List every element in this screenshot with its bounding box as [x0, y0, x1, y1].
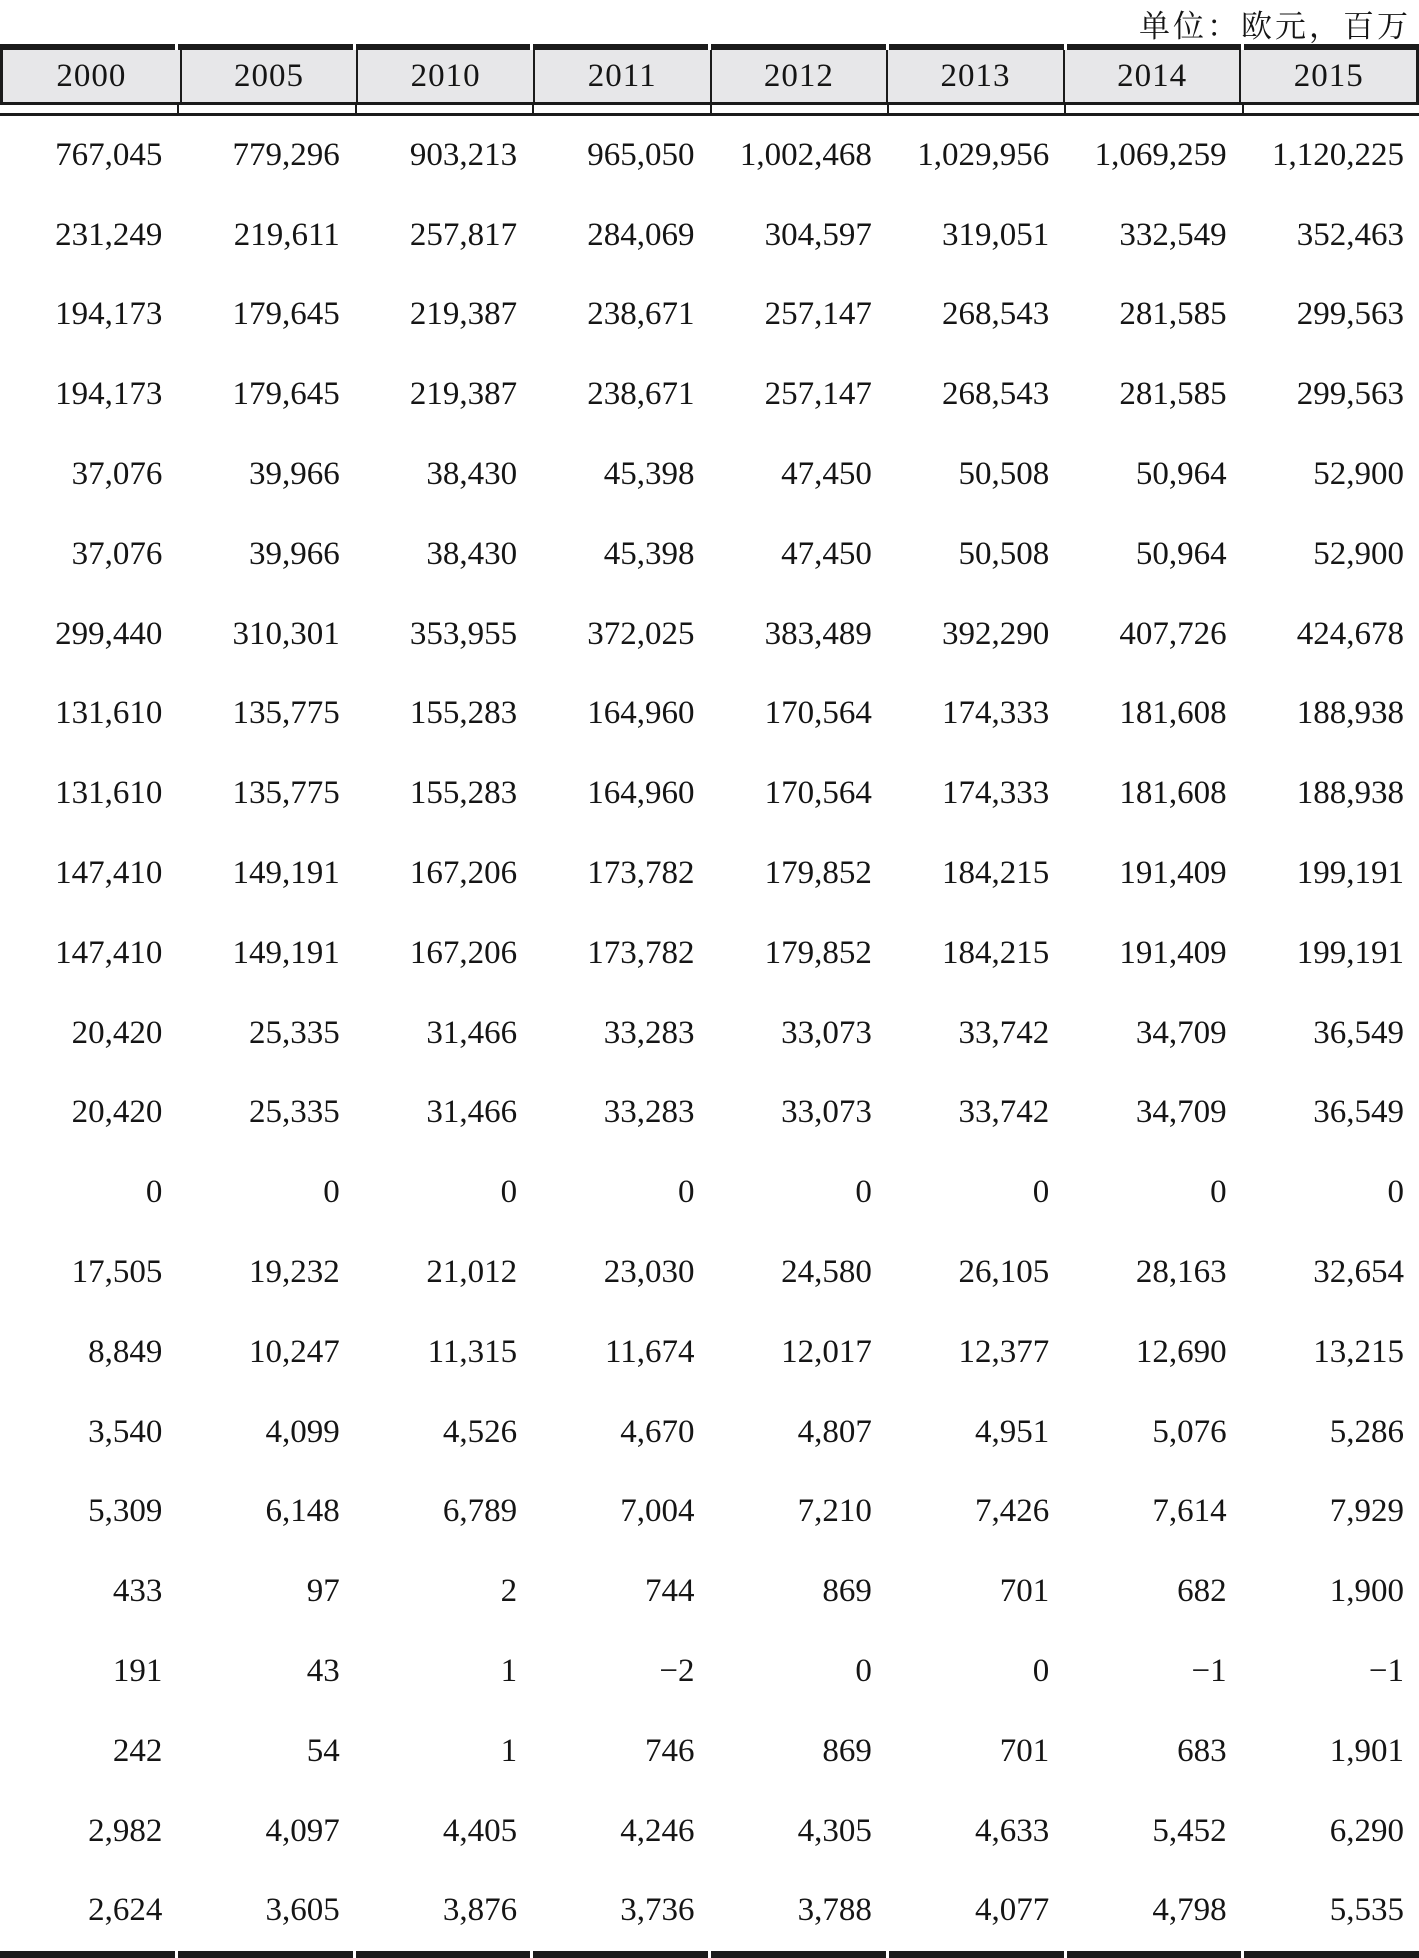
table-cell: 5,286 — [1329, 1413, 1404, 1450]
table-cell: 746 — [645, 1732, 695, 1769]
table-cell: 0 — [1032, 1653, 1050, 1690]
column-header-2000: 2000 — [56, 57, 127, 94]
table-cell: 33,283 — [603, 1094, 695, 1131]
table-cell: 1,900 — [1329, 1573, 1404, 1610]
table-cell: 181,608 — [1119, 695, 1227, 732]
table-header-row — [0, 50, 1419, 105]
table-cell: 424,678 — [1296, 615, 1404, 652]
column-divider-tick — [887, 105, 1064, 113]
table-cell: 1,029,956 — [917, 136, 1050, 173]
table-cell: 372,025 — [587, 615, 695, 652]
table-cell: 299,563 — [1296, 376, 1404, 413]
table-cell: 50,964 — [1135, 535, 1227, 572]
table-cell: 20,420 — [71, 1094, 163, 1131]
table-cell: 147,410 — [55, 855, 163, 892]
table-cell: 36,549 — [1313, 1014, 1404, 1051]
table-cell: 11,315 — [427, 1333, 518, 1370]
table-cell: 164,960 — [587, 775, 695, 812]
table-cell: 13,215 — [1313, 1333, 1404, 1370]
table-cell: 4,305 — [797, 1812, 872, 1849]
table-cell: 1,120,225 — [1272, 136, 1404, 173]
table-cell: 97 — [306, 1573, 340, 1610]
table-cell: 188,938 — [1296, 695, 1404, 732]
table-cell: 4,526 — [442, 1413, 518, 1450]
table-cell: 2,982 — [88, 1812, 163, 1849]
table-cell: 0 — [1210, 1174, 1227, 1211]
table-cell: 7,004 — [620, 1493, 695, 1530]
table-cell: 25,335 — [249, 1094, 340, 1131]
border-segment — [356, 1951, 531, 1958]
table-cell: 39,966 — [249, 535, 340, 572]
table-cell: 50,964 — [1135, 456, 1227, 493]
table-cell: −1 — [1191, 1653, 1227, 1690]
table-cell: 184,215 — [942, 934, 1050, 971]
table-cell: 0 — [1032, 1174, 1050, 1211]
table-cell: 1,069,259 — [1094, 136, 1227, 173]
table-cell: 194,173 — [55, 296, 163, 333]
table-cell: 257,817 — [409, 216, 518, 253]
table-cell: 767,045 — [55, 136, 163, 173]
table-cell: 37,076 — [71, 535, 163, 572]
table-cell: 173,782 — [587, 855, 695, 892]
table-cell: 191,409 — [1119, 934, 1227, 971]
table-cell: 52,900 — [1313, 456, 1404, 493]
table-cell: 34,709 — [1135, 1094, 1227, 1131]
table-cell: 167,206 — [409, 934, 518, 971]
table-cell: 149,191 — [232, 934, 340, 971]
column-divider-tick — [177, 105, 354, 113]
table-cell: 191,409 — [1119, 855, 1227, 892]
table-cell: 869 — [822, 1573, 872, 1610]
border-segment — [889, 1951, 1064, 1958]
table-cell: 2 — [500, 1573, 518, 1610]
table-cell: 299,440 — [55, 615, 163, 652]
table-cell: 28,163 — [1135, 1254, 1227, 1291]
table-cell: 188,938 — [1296, 775, 1404, 812]
table-cell: 170,564 — [764, 695, 872, 732]
table-cell: 682 — [1177, 1573, 1227, 1610]
table-cell: 257,147 — [764, 376, 872, 413]
table-cell: 231,249 — [55, 216, 163, 253]
header-gap-strip — [0, 105, 1419, 113]
table-cell: 304,597 — [764, 216, 872, 253]
table-cell: 33,742 — [958, 1014, 1050, 1051]
table-cell: 5,535 — [1329, 1892, 1404, 1929]
table-cell: 392,290 — [942, 615, 1050, 652]
table-cell: 147,410 — [55, 934, 163, 971]
table-cell: 0 — [500, 1174, 518, 1211]
unit-label: 单位：欧元，百万 — [1139, 9, 1411, 44]
table-cell: 12,017 — [781, 1333, 872, 1370]
column-divider-tick — [0, 105, 177, 113]
table-cell: 43 — [306, 1653, 340, 1690]
table-cell: 6,148 — [265, 1493, 340, 1530]
table-cell: 24,580 — [781, 1254, 872, 1291]
border-segment — [533, 1951, 708, 1958]
table-cell: 1 — [500, 1653, 518, 1690]
table-cell: 299,563 — [1296, 296, 1404, 333]
table-cell: 31,466 — [426, 1014, 518, 1051]
table-cell: 37,076 — [71, 456, 163, 493]
table-cell: 284,069 — [587, 216, 695, 253]
column-header-2014: 2014 — [1063, 50, 1240, 102]
table-cell: 10,247 — [249, 1333, 340, 1370]
table-cell: 4,798 — [1152, 1892, 1227, 1929]
table-cell: 6,789 — [442, 1493, 518, 1530]
table-cell: 0 — [855, 1653, 872, 1690]
table-cell: 164,960 — [587, 695, 695, 732]
border-segment — [0, 1951, 175, 1958]
table-cell: 23,030 — [603, 1254, 695, 1291]
table-cell: 12,690 — [1135, 1333, 1227, 1370]
table-cell: 174,333 — [942, 695, 1050, 732]
table-cell: 7,210 — [797, 1493, 872, 1530]
column-header-2012: 2012 — [710, 50, 887, 102]
table-cell: 179,852 — [764, 855, 872, 892]
table-cell: 12,377 — [958, 1333, 1050, 1370]
table-cell: 155,283 — [409, 775, 518, 812]
table-cell: 20,420 — [71, 1014, 163, 1051]
table-cell: 54 — [306, 1732, 340, 1769]
table-cell: 219,387 — [409, 296, 518, 333]
table-cell: 3,605 — [265, 1892, 340, 1929]
table-cell: 0 — [323, 1174, 340, 1211]
table-cell: 131,610 — [55, 695, 163, 732]
table-cell: 744 — [645, 1573, 695, 1610]
table-cell: 1,901 — [1329, 1732, 1404, 1769]
table-cell: 4,077 — [975, 1892, 1050, 1929]
table-cell: 701 — [999, 1573, 1050, 1610]
table-cell: 52,900 — [1313, 535, 1404, 572]
table-cell: 191 — [112, 1653, 163, 1690]
table-cell: 3,788 — [797, 1892, 872, 1929]
table-cell: 281,585 — [1119, 296, 1227, 333]
table-cell: 3,876 — [442, 1892, 518, 1929]
column-header-2010: 2010 — [356, 50, 533, 102]
column-divider-tick — [532, 105, 709, 113]
table-cell: 319,051 — [942, 216, 1050, 253]
table-cell: 38,430 — [426, 535, 518, 572]
table-cell: 0 — [855, 1174, 872, 1211]
table-cell: 869 — [822, 1732, 872, 1769]
table-cell: 0 — [145, 1174, 163, 1211]
table-cell: −2 — [659, 1653, 695, 1690]
table-cell: 4,633 — [975, 1812, 1050, 1849]
table-cell: 965,050 — [587, 136, 695, 173]
table-cell: 3,736 — [620, 1892, 695, 1929]
table-cell: 268,543 — [942, 376, 1050, 413]
table-cell: −1 — [1368, 1653, 1404, 1690]
table-cell: 683 — [1177, 1732, 1227, 1769]
table-cell: 779,296 — [232, 136, 340, 173]
table-cell: 353,955 — [409, 615, 518, 652]
column-header-2015: 2015 — [1239, 50, 1416, 102]
table-cell: 238,671 — [587, 376, 695, 413]
column-header-2011: 2011 — [533, 50, 710, 102]
table-cell: 11,674 — [604, 1333, 695, 1370]
table-cell: 5,309 — [88, 1493, 163, 1530]
table-cell: 179,852 — [764, 934, 872, 971]
table-cell: 8,849 — [88, 1333, 163, 1370]
table-cell: 155,283 — [409, 695, 518, 732]
table-cell: 38,430 — [426, 456, 518, 493]
border-segment — [1244, 1951, 1419, 1958]
table-cell: 433 — [112, 1573, 163, 1610]
table-cell: 179,645 — [232, 296, 340, 333]
table-cell: 45,398 — [603, 456, 695, 493]
table-cell: 135,775 — [232, 775, 340, 812]
table-cell: 7,614 — [1152, 1493, 1227, 1530]
table-cell: 4,246 — [620, 1812, 695, 1849]
table-cell: 17,505 — [71, 1254, 163, 1291]
table-cell: 33,742 — [958, 1094, 1050, 1131]
border-segment — [178, 1951, 353, 1958]
table-cell: 257,147 — [764, 296, 872, 333]
table-cell: 242 — [112, 1732, 163, 1769]
table-cell: 34,709 — [1135, 1014, 1227, 1051]
table-cell: 1,002,468 — [739, 136, 872, 173]
border-segment — [1067, 1951, 1242, 1958]
table-cell: 383,489 — [764, 615, 872, 652]
table-cell: 903,213 — [409, 136, 518, 173]
table-cell: 7,929 — [1329, 1493, 1404, 1530]
table-cell: 194,173 — [55, 376, 163, 413]
table-cell: 1 — [500, 1732, 518, 1769]
table-cell: 4,097 — [265, 1812, 340, 1849]
table-cell: 407,726 — [1119, 615, 1227, 652]
table-cell: 174,333 — [942, 775, 1050, 812]
table-cell: 21,012 — [426, 1254, 518, 1291]
table-cell: 238,671 — [587, 296, 695, 333]
table-cell: 219,387 — [409, 376, 518, 413]
table-cell: 50,508 — [958, 456, 1050, 493]
table-cell: 4,405 — [442, 1812, 518, 1849]
table-cell: 131,610 — [55, 775, 163, 812]
table-cell: 45,398 — [603, 535, 695, 572]
table-cell: 310,301 — [232, 615, 340, 652]
column-divider-tick — [355, 105, 532, 113]
table-cell: 173,782 — [587, 934, 695, 971]
table-cell: 181,608 — [1119, 775, 1227, 812]
table-cell: 4,807 — [797, 1413, 872, 1450]
table-cell: 33,073 — [781, 1094, 872, 1131]
table-cell: 31,466 — [426, 1094, 518, 1131]
table-cell: 25,335 — [249, 1014, 340, 1051]
financial-table — [0, 44, 1419, 1958]
table-cell: 219,611 — [233, 216, 340, 253]
table-cell: 332,549 — [1119, 216, 1227, 253]
table-cell: 2,624 — [88, 1892, 163, 1929]
column-divider-tick — [710, 105, 887, 113]
table-cell: 26,105 — [958, 1254, 1050, 1291]
column-header-2005: 2005 — [180, 50, 357, 102]
table-cell: 0 — [678, 1174, 695, 1211]
table-cell: 32,654 — [1313, 1254, 1404, 1291]
table-body — [0, 116, 1419, 1951]
table-cell: 5,076 — [1152, 1413, 1227, 1450]
table-cell: 33,283 — [603, 1014, 695, 1051]
table-cell: 0 — [1387, 1174, 1404, 1211]
table-cell: 701 — [999, 1732, 1050, 1769]
table-bottom-rule — [0, 1951, 1419, 1958]
table-cell: 5,452 — [1152, 1812, 1227, 1849]
table-cell: 352,463 — [1296, 216, 1404, 253]
table-cell: 4,099 — [265, 1413, 340, 1450]
table-cell: 199,191 — [1296, 855, 1404, 892]
table-cell: 19,232 — [249, 1254, 340, 1291]
column-divider-tick — [1064, 105, 1241, 113]
table-cell: 268,543 — [942, 296, 1050, 333]
border-segment — [711, 1951, 886, 1958]
table-cell: 33,073 — [781, 1014, 872, 1051]
table-cell: 170,564 — [764, 775, 872, 812]
table-cell: 281,585 — [1119, 376, 1227, 413]
table-cell: 6,290 — [1329, 1812, 1404, 1849]
table-cell: 149,191 — [232, 855, 340, 892]
table-cell: 39,966 — [249, 456, 340, 493]
column-divider-tick — [1242, 105, 1419, 113]
column-header-2013: 2013 — [886, 50, 1063, 102]
table-cell: 47,450 — [781, 456, 872, 493]
table-cell: 4,951 — [975, 1413, 1050, 1450]
table-cell: 3,540 — [88, 1413, 163, 1450]
table-cell: 36,549 — [1313, 1094, 1404, 1131]
table-cell: 47,450 — [781, 535, 872, 572]
table-cell: 199,191 — [1296, 934, 1404, 971]
table-cell: 7,426 — [975, 1493, 1050, 1530]
table-cell: 135,775 — [232, 695, 340, 732]
table-cell: 184,215 — [942, 855, 1050, 892]
table-cell: 4,670 — [620, 1413, 695, 1450]
table-cell: 50,508 — [958, 535, 1050, 572]
table-cell: 179,645 — [232, 376, 340, 413]
table-cell: 167,206 — [409, 855, 518, 892]
